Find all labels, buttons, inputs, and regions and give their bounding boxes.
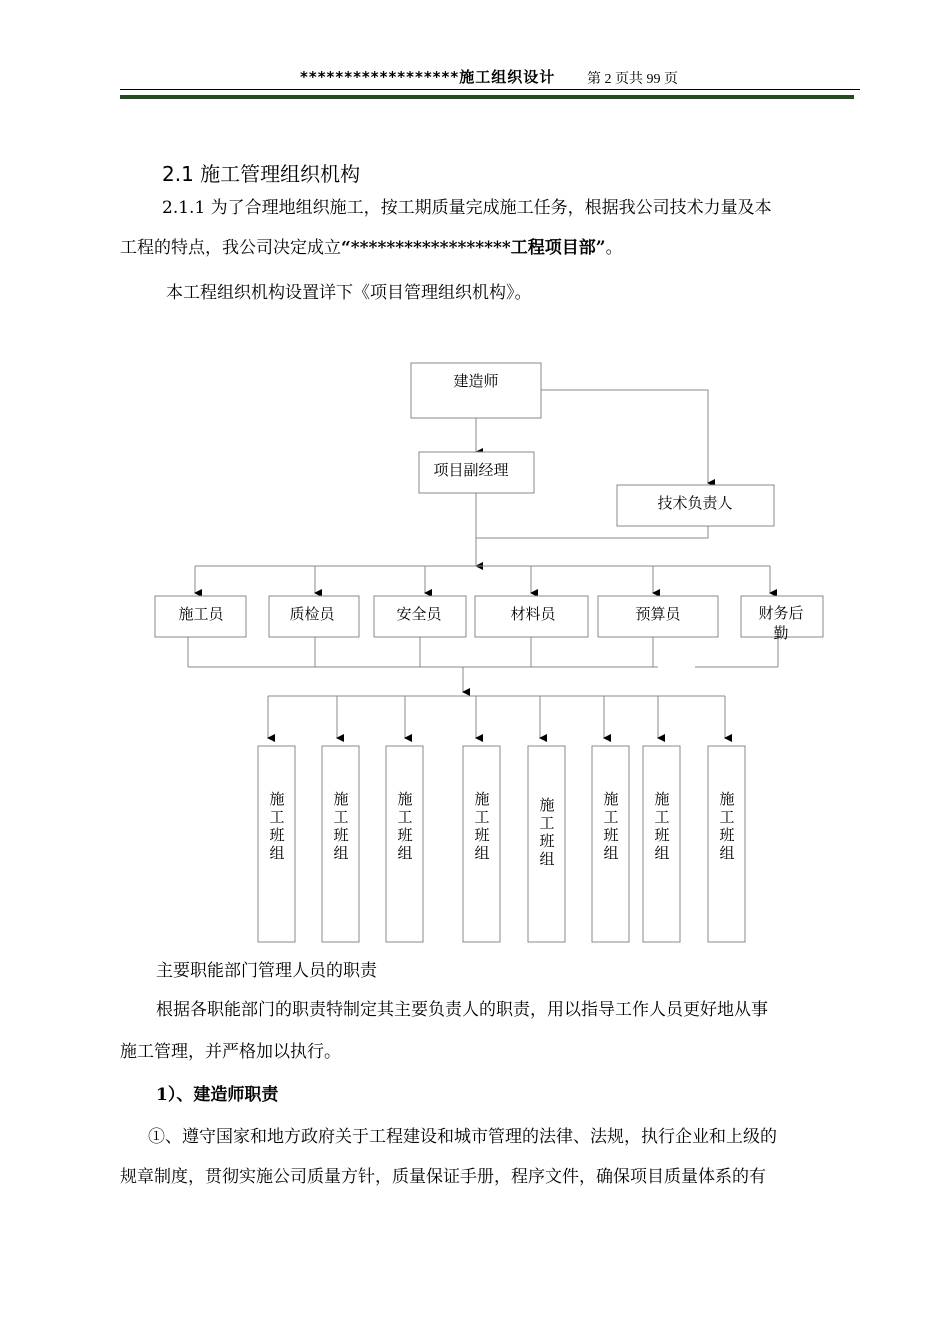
connector-tech-merge: [476, 526, 708, 538]
team-label-7: 施工班组: [654, 790, 670, 862]
team-label-5: 施工班组: [539, 796, 555, 868]
item-1-title: 1）、建造师职责: [156, 1085, 279, 1105]
project-dept-name: “******************工程项目部”: [341, 238, 606, 258]
label-staff-3: 安全员: [396, 605, 442, 623]
label-staff-5: 预算员: [635, 605, 681, 623]
item-1-line-2: 规章制度，贯彻实施公司质量方针，质量保证手册，程序文件，确保项目质量体系的有: [120, 1167, 766, 1187]
team-label-1: 施工班组: [269, 790, 285, 862]
duties-line-2: 施工管理，并严格加以执行。: [120, 1042, 341, 1062]
team-label-3: 施工班组: [397, 790, 413, 862]
label-architect: 建造师: [453, 372, 499, 390]
team-label-6: 施工班组: [603, 790, 619, 862]
team-label-2: 施工班组: [333, 790, 349, 862]
connector-top-to-tech: [541, 390, 708, 483]
duties-line-1: 根据各职能部门的职责特制定其主要负责人的职责，用以指导工作人员更好地从事: [156, 1000, 768, 1020]
item-1-line-1: ①、遵守国家和地方政府关于工程建设和城市管理的法律、法规，执行企业和上级的: [148, 1127, 777, 1147]
label-deputy-manager: 项目副经理: [433, 461, 509, 479]
label-staff-2: 质检员: [289, 605, 335, 623]
header-page-number: 第 2 页共 99 页: [587, 72, 678, 87]
paragraph-1-line-1: 2.1.1 为了合理地组织施工，按工期质量完成施工任务，根据我公司技术力量及本: [162, 198, 772, 218]
section-heading: 2.1 施工管理组织机构: [162, 162, 361, 186]
label-tech-lead: 技术负责人: [657, 494, 733, 512]
label-staff-6-line-2: 勤: [773, 624, 789, 642]
duties-title: 主要职能部门管理人员的职责: [156, 961, 377, 981]
header-title: ******************施工组织设计: [300, 68, 556, 86]
label-staff-4: 材料员: [510, 605, 556, 623]
paragraph-1-line-2-post: 。: [605, 238, 623, 258]
label-staff-6-line-1: 财务后: [758, 604, 804, 622]
paragraph-2: 本工程组织机构设置详下《项目管理组织机构》。: [166, 283, 532, 303]
paragraph-1-line-2-pre: 工程的特点，我公司决定成立: [120, 238, 341, 258]
label-staff-1: 施工员: [178, 605, 224, 623]
team-label-8: 施工班组: [719, 790, 735, 862]
team-label-4: 施工班组: [474, 790, 490, 862]
